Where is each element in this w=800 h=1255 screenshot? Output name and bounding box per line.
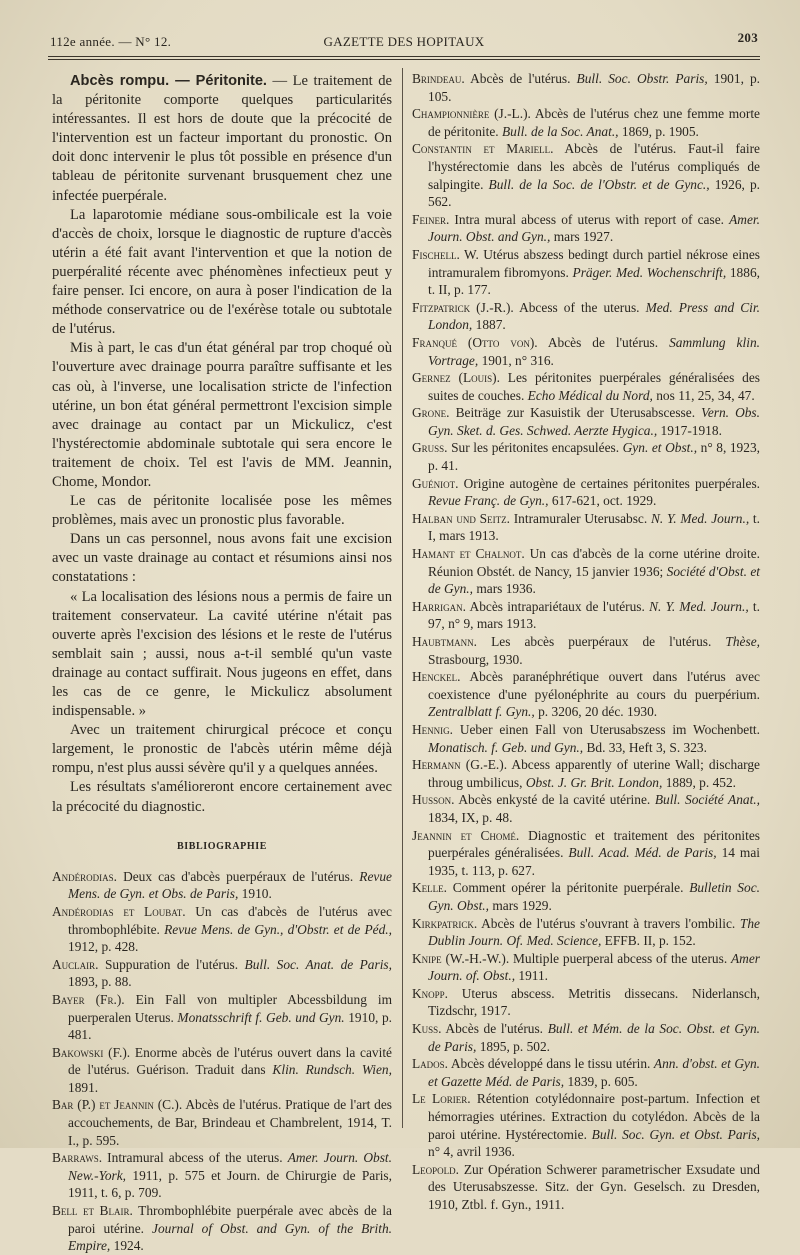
reference-text: Les péritonites puerpérales généralisées des suites de couches. xyxy=(428,370,760,403)
bibliography-entry xyxy=(52,991,392,1044)
reference-details: 1869, p. 1905. xyxy=(618,123,699,139)
reference-author: Gruss. xyxy=(412,440,448,456)
reference-source: N. Y. Med. Journ., xyxy=(649,598,749,614)
reference-text: Beiträge zur Kasuistik der Uterusabscesse. xyxy=(449,405,702,421)
reference-source: Thèse, xyxy=(725,634,760,649)
reference-text: Abcès de l'utérus. xyxy=(464,71,577,86)
reference-text: Multiple puerperal abcess of the uterus. xyxy=(509,950,731,966)
reference-author: Hennig. xyxy=(412,721,454,737)
reference-author: Bell et Blair. xyxy=(52,1203,133,1219)
reference-text: Ueber einen Fall von Uterusabszess im Wochenbett. xyxy=(453,721,760,737)
reference-author: Guéniot. xyxy=(412,475,459,491)
reference-author: Knopp. xyxy=(412,985,449,1001)
bibliography-entry xyxy=(412,950,760,985)
reference-source: Revue Mens. de Gyn. et Obs. de Paris, xyxy=(68,868,392,902)
bibliography-entry xyxy=(412,1020,760,1055)
bibliography-entry xyxy=(412,915,760,950)
reference-author: Gernez (Louis). xyxy=(412,370,500,386)
reference-author: Henckel. xyxy=(412,669,461,685)
reference-text: Sur les péritonites encapsulées. xyxy=(447,440,623,456)
reference-text: Abcès développé dans le tissu utérin. xyxy=(448,1056,654,1072)
reference-details: mars 1929. xyxy=(489,897,552,913)
reference-author: Hermann (G.-E.). xyxy=(412,757,508,773)
reference-details: 14 mai 1935, t. 113, p. 627. xyxy=(428,845,760,878)
reference-details: t. 97, n° 9, mars 1913. xyxy=(428,598,760,632)
bibliography-entry xyxy=(412,105,760,140)
reference-author: Lados. xyxy=(412,1056,449,1072)
reference-text: Intramural abcess of the uterus. xyxy=(102,1150,288,1166)
reference-details: n° 8, 1923, p. 41. xyxy=(428,440,760,474)
reference-source: Monatsschrift f. Geb. und Gyn. xyxy=(177,1009,345,1025)
bibliography-entry xyxy=(412,633,760,668)
bibliography-entry xyxy=(52,903,392,956)
section-heading: Abcès rompu. — Péritonite. xyxy=(70,73,267,89)
reference-source: Med. Press and Cir. London, xyxy=(428,299,760,333)
reference-source: Bulletin Soc. Gyn. Obst., xyxy=(428,880,760,913)
reference-source: Bull. Soc. Gyn. et Obst. Paris, xyxy=(591,1126,760,1142)
reference-source: Echo Médical du Nord, xyxy=(527,387,653,403)
bibliography-entry xyxy=(52,1149,392,1202)
reference-author: Leopold. xyxy=(412,1161,460,1177)
reference-source: Bull. Société Anat., xyxy=(654,792,761,808)
paragraph-prognosis: Avec un traitement chirurgical précoce et conçu largement, le pronostic de l'abcès utérin même déjà rompu, n'est plus aussi sévère qu'il y a quelques années. xyxy=(52,722,392,777)
reference-details: 1911. xyxy=(515,968,549,984)
bibliography-entry xyxy=(52,1044,392,1097)
reference-source: Bull. de la Soc. de l'Obstr. et de Gync., xyxy=(488,176,710,192)
reference-source: Monatisch. f. Geb. und Gyn., xyxy=(428,739,584,755)
reference-source: Société d'Obst. et de Gyn., xyxy=(428,563,760,597)
reference-source: Präger. Med. Wochenschrift, xyxy=(572,264,727,280)
reference-details: 1924. xyxy=(110,1238,144,1254)
reference-text: Abcès de l'utérus. Pratique de l'art des accouchements, de Bar, Brindeau et Chambrelent, 1914, T. I., p. 595. xyxy=(68,1097,392,1148)
paragraph-personal-case: Dans un cas personnel, nous avons fait une excision avec un vaste drainage au contact et résumions ainsi nos constatations : xyxy=(52,531,392,586)
reference-text: Un cas d'abcès de la corne utérine droite. Réunion Obstét. de Nancy, 15 janvier 1936; xyxy=(428,546,760,579)
reference-source: Amer. Journ. Obst. New.-York, xyxy=(68,1150,392,1183)
reference-author: Jeannin et Chomé. xyxy=(412,827,520,843)
reference-text: Intramuraler Uterusabsc. xyxy=(509,510,651,526)
reference-source: Ann. d'obst. et Gyn. et Gazette Méd. de Paris, xyxy=(428,1056,760,1089)
bibliography-entry xyxy=(412,334,760,369)
reference-author: Husson. xyxy=(412,792,455,808)
bibliography-entry xyxy=(412,791,760,826)
reference-author: Championnière (J.-L.). xyxy=(412,106,531,122)
reference-details: EFFB. II, p. 152. xyxy=(601,933,696,949)
reference-author: Grone. xyxy=(412,405,450,421)
bibliography-entry xyxy=(412,140,760,210)
reference-author: Harrigan. xyxy=(412,598,467,614)
reference-text: Deux cas d'abcès puerpéraux de l'utérus. xyxy=(117,868,360,884)
reference-source: Zentralblatt f. Gyn., xyxy=(428,704,535,720)
reference-text: Abcès de l'utérus chez une femme morte de péritonite. xyxy=(428,106,760,139)
reference-author: Andérodias. xyxy=(52,868,118,884)
reference-author: Kuss. xyxy=(412,1021,442,1037)
reference-details: 1893, p. 88. xyxy=(68,974,132,990)
reference-details: 1887. xyxy=(472,317,506,333)
reference-text: Thrombophlébite puerpérale avec abcès de la paroi utérine. xyxy=(68,1203,392,1236)
bibliography-left xyxy=(52,868,392,1255)
right-column xyxy=(412,70,760,1214)
bibliography-entry xyxy=(412,1055,760,1090)
reference-author: Bayer (Fr.). xyxy=(52,991,125,1007)
paragraph-rupture: Abcès rompu. — Péritonite. — Le traitement de la péritonite comporte quelques particularités intéressantes. Il est hors de doute que la précocité de l'intervention est un facteur important du pronostic. On doit donc intervenir le plus tôt possible en présence d'un tableau de péritonite survenant brusquement chez une infectée puerpérale. xyxy=(52,73,393,204)
reference-details: 1910, p. 481. xyxy=(68,1009,392,1043)
reference-text: Un cas d'abcès de l'utérus avec thrombophlébite. xyxy=(68,903,392,937)
reference-details: 1901, p. 105. xyxy=(428,71,761,104)
reference-text: Origine autogène de certaines péritonites puerpérales. xyxy=(458,475,760,491)
header-rule xyxy=(48,56,760,57)
reference-source: Journal of Obst. and Gyn. of the Brith. Empire, xyxy=(68,1220,393,1254)
reference-text: Diagnostic et traitement des péritonites puerpérales généralisées. xyxy=(428,827,760,861)
reference-details: 1926, p. 562. xyxy=(428,176,761,210)
reference-details: p. 3206, 20 déc. 1930. xyxy=(534,704,658,720)
reference-text: Les abcès puerpéraux de l'utérus. xyxy=(477,634,726,649)
reference-author: Haubtmann. xyxy=(412,634,478,649)
reference-author: Halban und Seitz. xyxy=(412,510,510,526)
reference-source: Vern. Obs. Gyn. Sket. d. Ges. Schwed. Aerzte Hygica., xyxy=(428,405,760,438)
reference-text: Uterus abscess. Metritis dissecans. Niderlansch, Tizdschr, 1917. xyxy=(428,985,760,1019)
reference-details: 1901, n° 316. xyxy=(478,352,554,368)
bibliography-entry xyxy=(412,211,760,246)
page-number: 203 xyxy=(737,30,758,45)
reference-author: Brindeau. xyxy=(412,71,465,86)
reference-details: 1891. xyxy=(68,1079,99,1095)
reference-text: Zur Opération Schwerer parametrischer Exsudate und des Uterusabszesse. Sitz. der Gyn. Geselsch. zu Dresden, 1910, Ztbl. f. Gyn., 1911. xyxy=(428,1161,760,1212)
reference-details: 1917-1918. xyxy=(657,422,722,438)
bibliography-entry xyxy=(52,956,392,991)
column-divider xyxy=(402,68,403,1128)
reference-source: Gyn. et Obst., xyxy=(622,440,698,456)
reference-author: Auclair. xyxy=(52,956,99,972)
reference-text: Comment opérer la péritonite puerpérale. xyxy=(447,880,690,896)
bibliography-entry xyxy=(412,545,760,598)
bibliography-entry xyxy=(412,70,760,105)
reference-text: Abcès enkysté de la cavité utérine. xyxy=(454,792,655,808)
paragraph-results: Les résultats s'amélioreront encore certainement avec la précocité du diagnostic. xyxy=(52,779,392,815)
reference-text: Abcès paranéphrétique ouvert dans l'utérus avec coexistence d'une pyélonéphrite au cours du puerpérium. xyxy=(428,669,760,702)
reference-text: Abcès de l'utérus. xyxy=(441,1021,548,1037)
reference-source: Amer Journ. of. Obst., xyxy=(428,950,760,984)
bibliography-entry xyxy=(412,1090,760,1160)
paragraph-laparotomy: La laparotomie médiane sous-ombilicale est la voie d'accès de choix, lorsque le diagnostic de rupture d'accès utérin a été fait avant l'intervention et que la notion de puerpéralité récente avec phénomènes infectieux peut y faire penser. Ici encore, on aura à poser l'indication de la méthode conservatrice ou de l'exérèse totale ou subtotale de l'utérus. xyxy=(52,206,392,338)
reference-text: Suppuration de l'utérus. xyxy=(98,956,245,972)
reference-author: Feiner. xyxy=(412,211,450,227)
bibliography-entry xyxy=(412,721,760,756)
reference-author: Kelle. xyxy=(412,880,448,896)
reference-text: Abcès intrapariétaux de l'utérus. xyxy=(466,598,650,614)
reference-details: nos 11, 25, 34, 47. xyxy=(652,387,755,403)
bibliography-entry xyxy=(412,985,760,1020)
bibliography-entry xyxy=(52,1202,392,1255)
reference-details: 1886, t. II, p. 177. xyxy=(428,264,760,298)
page-header xyxy=(50,30,758,54)
paragraph-hysterectomy: Mis à part, le cas d'un état général par trop choqué où l'ouverture avec drainage pourra paraître suffisante et les cas où, à l'inverse, une localisation stricte de l'infection utérine, un bon état général permettront l'excision simple avec drainage au contact par un Mickulicz, c'est l'hystérectomie abdominale subtotale qui sera encore le traitement de choix. Tel est l'avis de MM. Jeannin, Chome, Mondor. xyxy=(52,340,392,490)
bibliography-entry xyxy=(412,879,760,914)
reference-source: Amer. Journ. Obst. and Gyn., xyxy=(428,211,760,245)
bibliography-entry xyxy=(412,510,760,545)
reference-source: Obst. J. Gr. Brit. London, xyxy=(525,774,663,790)
bibliography-entry xyxy=(412,404,760,439)
bibliography-entry xyxy=(412,1161,760,1214)
reference-source: Revue Mens. de Gyn., d'Obstr. et de Péd., xyxy=(164,921,392,937)
reference-source: Sammlung klin. Vortrage, xyxy=(428,334,760,368)
paragraph-quote: « La localisation des lésions nous a permis de faire un traitement conservateur. La cavité utérine n'était pas ouverte après l'excision des lésions et le reste de l'utérus semblait sain ; aussi, nous a-t-il semblé qu'un vaste drainage au contact suffirait. Nous jugeons en effet, dans les cas de ce genre, le Mickulicz absolument indispensable. » xyxy=(52,588,392,720)
bibliography-entry xyxy=(412,756,760,791)
reference-source: Bull. Soc. Anat. de Paris, xyxy=(244,956,392,972)
reference-source: The Dublin Journ. Of. Med. Science, xyxy=(428,915,760,949)
reference-details: t. I, mars 1913. xyxy=(428,510,760,544)
bibliography-heading: BIBLIOGRAPHIE xyxy=(176,840,268,852)
reference-text: Enorme abcès de l'utérus ouvert dans la cavité de l'utérus. Guérison. Traduit dans xyxy=(68,1044,392,1078)
reference-text: Abcess apparently of uterine Wall; discharge throug umbilicus, xyxy=(428,757,760,790)
reference-author: Bakowski (F.). xyxy=(52,1044,131,1060)
reference-text: Abcès de l'utérus. Faut-il faire l'hystérectomie dans les abcès de l'utérus compliqués de salpingite. xyxy=(428,141,760,192)
reference-text: Abcès de l'utérus. xyxy=(537,334,670,350)
reference-author: Fischell. xyxy=(412,246,460,262)
reference-details: n° 4, avril 1936. xyxy=(428,1144,515,1160)
reference-author: Kirkpatrick. xyxy=(412,915,478,931)
reference-source: Klin. Rundsch. Wien, xyxy=(272,1062,392,1078)
reference-details: mars 1927. xyxy=(550,229,614,245)
reference-text: Abcès de l'utérus s'ouvrant à travers l'ombilic. xyxy=(477,915,740,931)
reference-details: Strasbourg, 1930. xyxy=(428,651,523,667)
bibliography-entry xyxy=(412,827,760,880)
reference-text: Abcess of the uterus. xyxy=(513,299,646,315)
bibliography-entry xyxy=(412,246,760,299)
reference-author: Le Lorier. xyxy=(412,1091,471,1107)
reference-text: Intra mural abcess of uterus with report of case. xyxy=(449,211,730,227)
reference-author: Bar (P.) et Jeannin (C.). xyxy=(52,1097,183,1113)
left-column xyxy=(52,72,392,1255)
reference-details: 1834, IX, p. 48. xyxy=(428,809,513,825)
reference-source: Revue Franç. de Gyn., xyxy=(428,493,549,509)
reference-source: Bull. Acad. Méd. de Paris, xyxy=(568,845,717,861)
bibliography-entry xyxy=(412,668,760,721)
reference-author: Hamant et Chalnot. xyxy=(412,546,525,562)
bibliography-right xyxy=(412,70,760,1214)
bibliography-entry xyxy=(412,475,760,510)
reference-text: W. Utérus abszess bedingt durch partiel nékrose eines intramuralem fibromyons. xyxy=(428,246,760,280)
header-rule-double xyxy=(48,59,760,60)
reference-details: 1839, p. 605. xyxy=(564,1073,638,1089)
bibliography-entry xyxy=(52,868,392,903)
reference-source: N. Y. Med. Journ., xyxy=(650,510,750,526)
reference-source: Bull. de la Soc. Anat., xyxy=(502,123,619,139)
reference-text: Ein Fall von multipler Abcessbildung im puerperalen Uterus. xyxy=(68,991,392,1025)
reference-author: Knipe (W.-H.-W.). xyxy=(412,950,510,966)
reference-details: 1889, p. 452. xyxy=(662,774,737,790)
reference-author: Fitzpatrick (J.-R.). xyxy=(412,299,514,315)
bibliography-entry xyxy=(412,439,760,474)
issue-number: 112e année. — N° 12. xyxy=(50,34,172,49)
reference-details: 1910. xyxy=(238,886,272,902)
reference-author: Andérodias et Loubat. xyxy=(52,903,186,919)
bibliography-entry xyxy=(412,369,760,404)
journal-title: GAZETTE DES HOPITAUX xyxy=(323,34,485,49)
reference-author: Barraws. xyxy=(52,1150,103,1166)
paragraph-localized: Le cas de péritonite localisée pose les mêmes problèmes, mais avec un pronostic plus favorable. xyxy=(52,493,392,529)
reference-author: Constantin et Mariell. xyxy=(412,141,554,157)
reference-source: Bull. Soc. Obstr. Paris, xyxy=(576,71,708,86)
bibliography-entry xyxy=(412,598,760,633)
reference-details: 617-621, oct. 1929. xyxy=(548,493,657,509)
reference-details: 1895, p. 502. xyxy=(476,1038,551,1054)
bibliography-entry xyxy=(52,1096,392,1149)
reference-details: 1911, p. 575 et Journ. de Chirurgie de Paris, 1911, t. 6, p. 709. xyxy=(68,1167,392,1201)
reference-author: Franqué (Otto von). xyxy=(412,334,538,350)
reference-details: Bd. 33, Heft 3, S. 323. xyxy=(583,739,707,755)
reference-details: mars 1936. xyxy=(473,581,536,597)
reference-text: Rétention cotylédonnaire post-partum. Infection et hémorragies utérines. Extraction du cotylédon. Abcès de la paroi utérine. Hystérectomie. xyxy=(428,1091,760,1142)
reference-source: Bull. et Mém. de la Soc. Obst. et Gyn. de Paris, xyxy=(428,1021,760,1054)
bibliography-entry xyxy=(412,299,760,334)
reference-details: 1912, p. 428. xyxy=(68,939,139,955)
